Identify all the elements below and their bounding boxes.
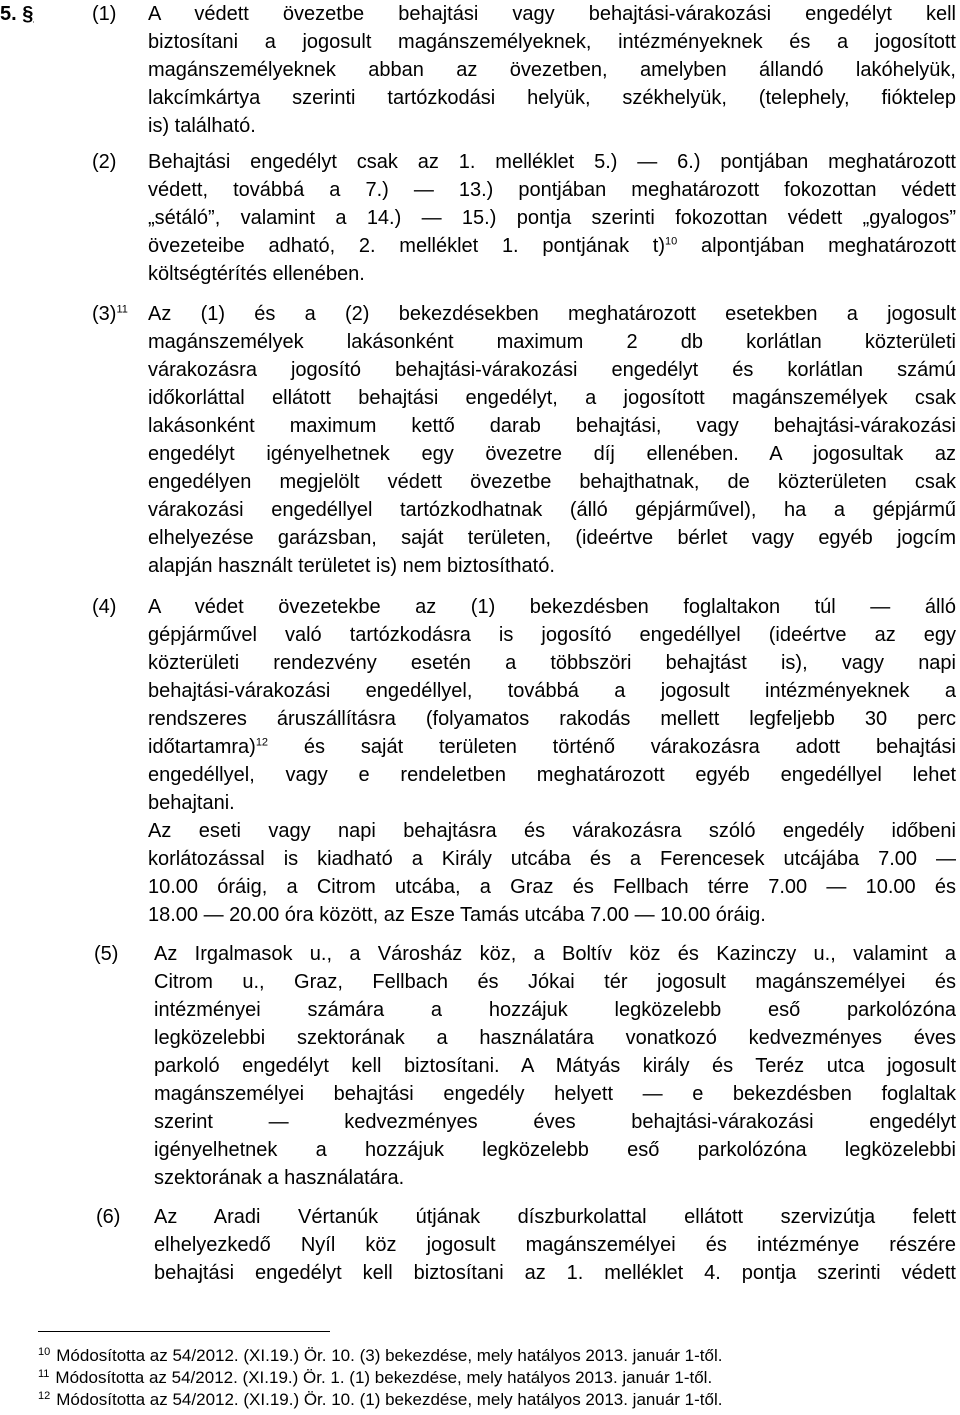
text-line: parkoló engedélyt kell biztosítani. A Mátyás király és Teréz utca jogosult xyxy=(154,1055,956,1077)
text-line: A védet övezetekbe az (1) bekezdésben foglaltakon túl — álló xyxy=(148,596,956,618)
text-line: elhelyezkedő Nyíl köz jogosult magánszemélyei és intézménye részére xyxy=(154,1234,956,1256)
paragraph-1 xyxy=(92,0,956,140)
text-line: Behajtási engedélyt csak az 1. melléklet 5.) — 6.) pontjában meghatározott xyxy=(148,151,956,173)
text-line: magánszemélyei behajtási engedély helyett — e bekezdésben foglaltak xyxy=(154,1083,956,1105)
text-line: Az eseti vagy napi behajtásra és várakozásra szóló engedély időbeni xyxy=(148,820,956,842)
footnote-text: Módosította az 54/2012. (XI.19.) Ör. 10. (1) bekezdése, mely hatályos 2013. január 1-től. xyxy=(56,1390,723,1409)
footnote-ref-11[interactable]: 11 xyxy=(116,303,128,316)
text-line: várakozásra jogosító behajtási-várakozási engedélyt és korlátlan számú xyxy=(148,359,956,381)
footnote-10 xyxy=(38,1345,722,1367)
footnote-ref-12[interactable]: 12 xyxy=(255,736,269,749)
text-line: Az Aradi Vértanúk útjának díszburkolattal ellátott szervizútja felett xyxy=(154,1206,956,1228)
text-line: magánszemélyeknek abban az övezetben, amelyben állandó lakóhelyük, xyxy=(148,59,956,81)
text-line: Az (1) és a (2) bekezdésekben meghatározott esetekben a jogosult xyxy=(148,303,956,325)
text-line: szektorának a használatára. xyxy=(154,1167,405,1189)
text-line: biztosítani a jogosult magánszemélyeknek, intézményeknek és a jogosított xyxy=(148,31,956,53)
text-line: engedélyen megjelölt védett övezetbe behajthatnak, de közterületen csak xyxy=(148,471,956,493)
text-line: lakásonként maximum kettő darab behajtási, vagy behajtási-várakozási xyxy=(148,415,956,437)
footnote-text: Módosította az 54/2012. (XI.19.) Ör. 1. (1) bekezdése, mely hatályos 2013. január 1-től. xyxy=(55,1368,713,1387)
text-line: „sétáló”, valamint a 14.) — 15.) pontja szerinti fokozottan védett „gyalogos” xyxy=(148,207,956,229)
text-line: közterületi rendezvény esetén a többszöri behajtást is), vagy napi xyxy=(148,652,956,674)
text-line: behajtani. xyxy=(148,792,235,814)
text-line: behajtási-várakozási engedéllyel, továbbá a jogosult intézményeknek a xyxy=(148,680,956,702)
text-line: korlátozással is kiadható a Király utcába és a Ferencesek utcájába 7.00 — xyxy=(148,848,956,870)
paragraph-6 xyxy=(96,1203,956,1287)
paragraph-3 xyxy=(92,300,956,580)
text-line: intézményei számára a hozzájuk legközelebb eső parkolózóna xyxy=(154,999,956,1021)
paragraph-number: $(3)^{11}$ xyxy=(92,303,128,325)
text-line: védett, továbbá a 7.) — 13.) pontjában meghatározott fokozottan védett xyxy=(148,179,956,201)
text-line: szerint — kedvezményes éves behajtási-várakozási engedélyt xyxy=(154,1111,956,1133)
footnote-number: 10 xyxy=(38,1346,51,1358)
text-line: igényelhetnek a hozzájuk legközelebb eső parkolózóna legközelebbi xyxy=(154,1139,956,1161)
text-line: lakcímkártya szerinti tartózkodási helyük, székhelyük, (telephely, fióktelep xyxy=(148,87,956,109)
text-line: 18.00 — 20.00 óra között, az Esze Tamás utcába 7.00 — 10.00 óráig. xyxy=(148,904,766,926)
text-line: engedélyt igényelhetnek egy övezetre díj ellenében. A jogosultak az xyxy=(148,443,956,465)
text-line: időkorláttal ellátott behajtási engedélyt, a jogosított magánszemélyek csak xyxy=(148,387,956,409)
paragraph-number: (4) xyxy=(92,596,117,618)
text-line: időtartamra)$^{12}$ és saját területen történő várakozásra adott behajtási xyxy=(148,736,956,758)
paragraph-4 xyxy=(92,593,956,929)
paragraph-number: (1) xyxy=(92,3,117,25)
footnote-ref-10[interactable]: 10 xyxy=(665,235,678,248)
paragraph-number: (6) xyxy=(96,1206,121,1228)
text-line: övezeteibe adható, 2. melléklet 1. pontjának t)$^{10}$ alpontjában meghatározott xyxy=(148,235,956,257)
footnote-11 xyxy=(38,1367,722,1389)
text-line: rendszeres áruszállításra (folyamatos rakodás mellett legfeljebb 30 perc xyxy=(148,708,956,730)
section-heading xyxy=(0,0,33,28)
section-number: 5. xyxy=(0,3,17,25)
footnote-number: 12 xyxy=(38,1390,51,1402)
text-line: A védett övezetbe behajtási vagy behajtási-várakozási engedélyt kell xyxy=(148,3,956,25)
text-line: engedéllyel, vagy e rendeletben meghatározott egyéb engedéllyel lehet xyxy=(148,764,956,786)
text-line: várakozási engedéllyel tartózkodhatnak (álló gépjárművel), ha a gépjármű xyxy=(148,499,956,521)
footnote-number: 11 xyxy=(38,1368,50,1380)
footnotes xyxy=(38,1345,722,1411)
footnote-separator xyxy=(38,1331,330,1332)
footnote-text: Módosította az 54/2012. (XI.19.) Ör. 10. (3) bekezdése, mely hatályos 2013. január 1-től. xyxy=(56,1346,723,1365)
text-line: Az Irgalmasok u., a Városház köz, a Boltív köz és Kazinczy u., valamint a xyxy=(154,943,956,965)
section-mark: § xyxy=(22,3,34,25)
footnote-12 xyxy=(38,1389,722,1411)
text-line: elhelyezése garázsban, saját területen, (ideértve bérlet vagy egyéb jogcím xyxy=(148,527,956,549)
paragraph-2 xyxy=(92,148,956,288)
text-line: magánszemélyek lakásonként maximum 2 db korlátlan közterületi xyxy=(148,331,956,353)
paragraph-5 xyxy=(94,940,956,1192)
text-line: költségtérítés ellenében. xyxy=(148,263,365,285)
text-line: 10.00 óráig, a Citrom utcába, a Graz és Fellbach térre 7.00 — 10.00 és xyxy=(148,876,956,898)
text-line: alapján használt területet is) nem biztosítható. xyxy=(148,555,555,577)
text-line: is) található. xyxy=(148,115,256,137)
text-line: gépjárművel való tartózkodásra is jogosító engedéllyel (ideértve az egy xyxy=(148,624,956,646)
text-line: Citrom u., Graz, Fellbach és Jókai tér jogosult magánszemélyei és xyxy=(154,971,956,993)
text-line: legközelebbi szektorának a használatára vonatkozó kedvezményes éves xyxy=(154,1027,956,1049)
text-line: behajtási engedélyt kell biztosítani az 1. melléklet 4. pontja szerinti védett xyxy=(154,1262,956,1284)
paragraph-number: (5) xyxy=(94,943,119,965)
paragraph-number: (2) xyxy=(92,151,117,173)
